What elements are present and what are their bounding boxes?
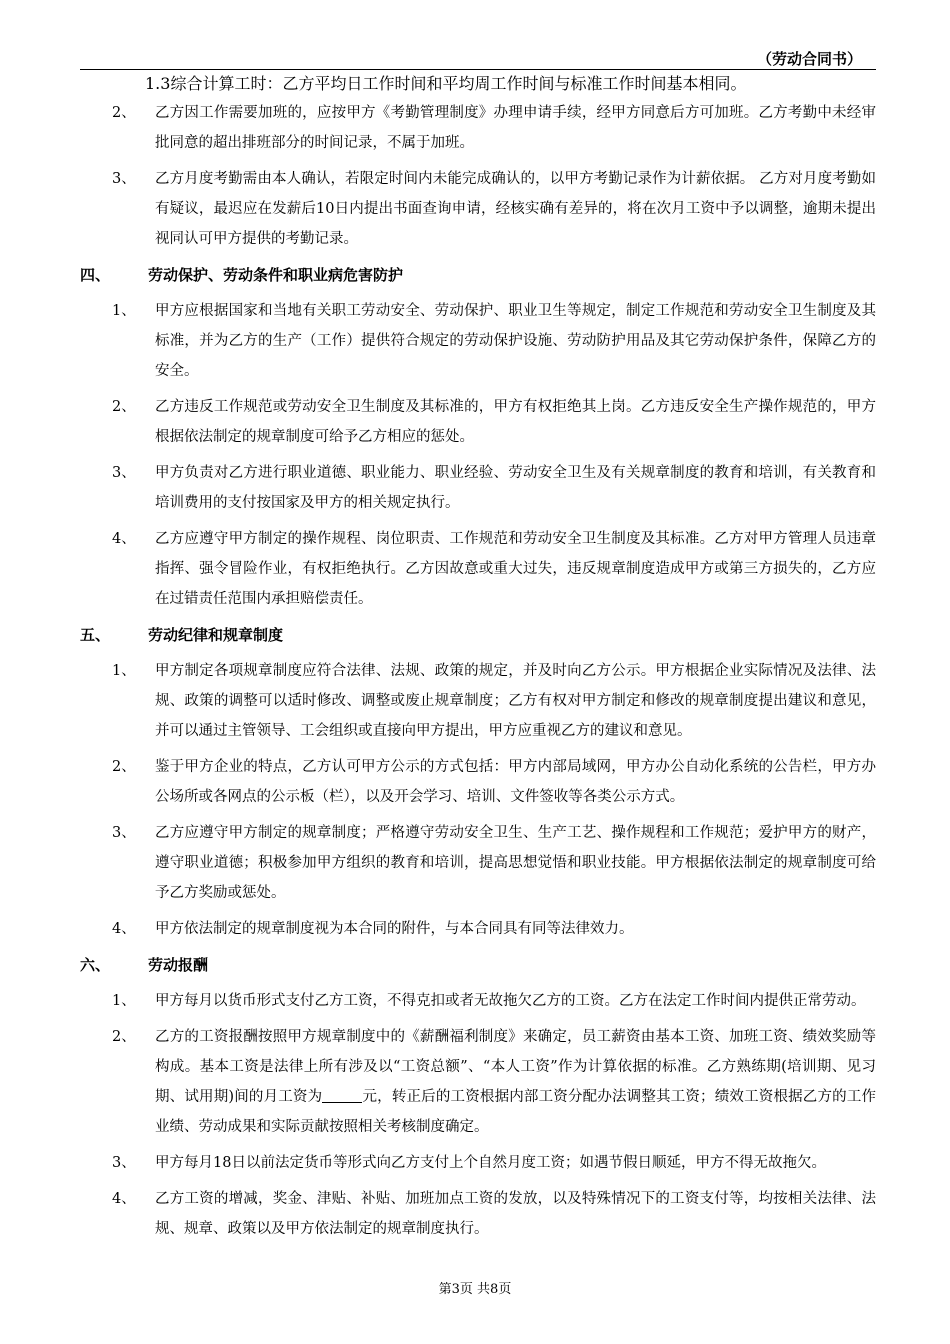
- item-text: 甲方每月以货币形式支付乙方工资，不得克扣或者无故拖欠乙方的工资。乙方在法定工作时间内提供正常劳动。: [155, 993, 866, 1009]
- section-heading-4: [80, 260, 876, 290]
- item-text: 乙方工资的增减，奖金、津贴、补贴、加班加点工资的发放，以及特殊情况下的工资支付等，均按相关法律、法规、规章、政策以及甲方依法制定的规章制度执行。: [155, 1191, 876, 1237]
- page-number-footer: 第3页 共8页: [438, 1282, 512, 1297]
- item-text-part-b: 元，转正后的工资根据内部工资分配办法调整其工资；绩效工资根据乙方的工作业绩、劳动成果和实际贡献按照相关考核制度确定。: [155, 1089, 877, 1135]
- item-text: 甲方制定各项规章制度应符合法律、法规、政策的规定，并及时向乙方公示。甲方根据企业实际情况及法律、法规、政策的调整可以适时修改、调整或废止规章制度；乙方有权对甲方制定和修改的规章制度提出建议和意见，并可以通过主管领导、工会组织或直接向甲方提出，甲方应重视乙方的建议和意见。: [155, 663, 876, 739]
- section-heading-5: [80, 620, 876, 650]
- item-number: 1、: [112, 993, 136, 1009]
- section-number: 四、: [80, 266, 111, 284]
- item-text: 甲方每月18日以前法定货币等形式向乙方支付上个自然月度工资；如遇节假日顺延，甲方不得无故拖欠。: [155, 1155, 826, 1171]
- list-item: [80, 98, 876, 158]
- list-item: [80, 656, 876, 746]
- item-number: 3、: [112, 825, 136, 841]
- list-item: [80, 986, 876, 1016]
- section-title: 劳动报酬: [148, 956, 209, 974]
- item-text: 甲方负责对乙方进行职业道德、职业能力、职业经验、劳动安全卫生及有关规章制度的教育和培训，有关教育和培训费用的支付按国家及甲方的相关规定执行。: [155, 465, 876, 511]
- item-text: 乙方应遵守甲方制定的操作规程、岗位职责、工作规范和劳动安全卫生制度及其标准。乙方对甲方管理人员违章指挥、强令冒险作业，有权拒绝执行。乙方因故意或重大过失，违反规章制度造成甲方或第三方损失的，乙方应在过错责任范围内承担赔偿责任。: [155, 531, 876, 607]
- clause-1-3-intro: 1.3综合计算工时：乙方平均日工作时间和平均周工作时间与标准工作时间基本相同。: [145, 74, 747, 93]
- list-item: [80, 392, 876, 452]
- list-item: [80, 752, 876, 812]
- document-header-title: （劳动合同书）: [756, 50, 862, 68]
- list-item: [80, 1148, 876, 1178]
- section-title: 劳动纪律和规章制度: [148, 626, 284, 644]
- list-item: [80, 1184, 876, 1244]
- item-text: 甲方依法制定的规章制度视为本合同的附件，与本合同具有同等法律效力。: [155, 921, 634, 937]
- section-title: 劳动保护、劳动条件和职业病危害防护: [148, 266, 404, 284]
- list-item: [80, 914, 876, 944]
- item-text: 乙方违反工作规范或劳动安全卫生制度及其标准的，甲方有权拒绝其上岗。乙方违反安全生产操作规范的，甲方根据依法制定的规章制度可给予乙方相应的惩处。: [155, 399, 876, 445]
- list-item: [80, 1022, 876, 1142]
- item-text-part-a: 乙方的工资报酬按照甲方规章制度中的《薪酬福利制度》来确定，员工薪资由基本工资、加班工资、绩效奖励等构成。基本工资是法律上所有涉及以“工资总额”、“本人工资”作为计算依据的标准。乙方熟练期(培训期、见习期、试用期)间的月工资为: [155, 1029, 876, 1105]
- section-number: 五、: [80, 626, 111, 644]
- list-item: [80, 818, 876, 908]
- item-number: 4、: [112, 921, 136, 937]
- section-number: 六、: [80, 956, 111, 974]
- document-body: [80, 70, 876, 1250]
- item-number: 3、: [112, 171, 136, 187]
- item-text: 乙方因工作需要加班的，应按甲方《考勤管理制度》办理申请手续，经甲方同意后方可加班。乙方考勤中未经审批同意的超出排班部分的时间记录，不属于加班。: [155, 105, 876, 151]
- item-number: 1、: [112, 663, 136, 679]
- item-number: 2、: [112, 105, 136, 121]
- item-number: 4、: [112, 531, 136, 547]
- item-text: 乙方应遵守甲方制定的规章制度；严格遵守劳动安全卫生、生产工艺、操作规程和工作规范；爱护甲方的财产，遵守职业道德；积极参加甲方组织的教育和培训，提高思想觉悟和职业技能。甲方根据依法制定的规章制度可给予乙方奖励或惩处。: [155, 825, 876, 901]
- list-item: [80, 296, 876, 386]
- item-number: 1、: [112, 303, 136, 319]
- item-number: 4、: [112, 1191, 136, 1207]
- wage-amount-blank[interactable]: [322, 1084, 362, 1103]
- item-text: 鉴于甲方企业的特点，乙方认可甲方公示的方式包括：甲方内部局域网，甲方办公自动化系统的公告栏，甲方办公场所或各网点的公示板（栏），以及开会学习、培训、文件签收等各类公示方式。: [155, 759, 876, 805]
- section-heading-6: [80, 950, 876, 980]
- item-number: 3、: [112, 1155, 136, 1171]
- item-number: 2、: [112, 1029, 136, 1045]
- item-text: 甲方应根据国家和当地有关职工劳动安全、劳动保护、职业卫生等规定，制定工作规范和劳动安全卫生制度及其标准，并为乙方的生产（工作）提供符合规定的劳动保护设施、劳动防护用品及其它劳动保护条件，保障乙方的安全。: [155, 303, 876, 379]
- item-number: 2、: [112, 399, 136, 415]
- item-number: 2、: [112, 759, 136, 775]
- list-item: [80, 524, 876, 614]
- list-item: [80, 164, 876, 254]
- list-item: [80, 458, 876, 518]
- item-number: 3、: [112, 465, 136, 481]
- item-text: 乙方月度考勤需由本人确认，若限定时间内未能完成确认的，以甲方考勤记录作为计薪依据。 乙方对月度考勤如有疑议，最迟应在发薪后10日内提出书面查询申请，经核实确有差异的，将在次月工资中予以调整，逾期未提出视同认可甲方提供的考勤记录。: [155, 171, 876, 247]
